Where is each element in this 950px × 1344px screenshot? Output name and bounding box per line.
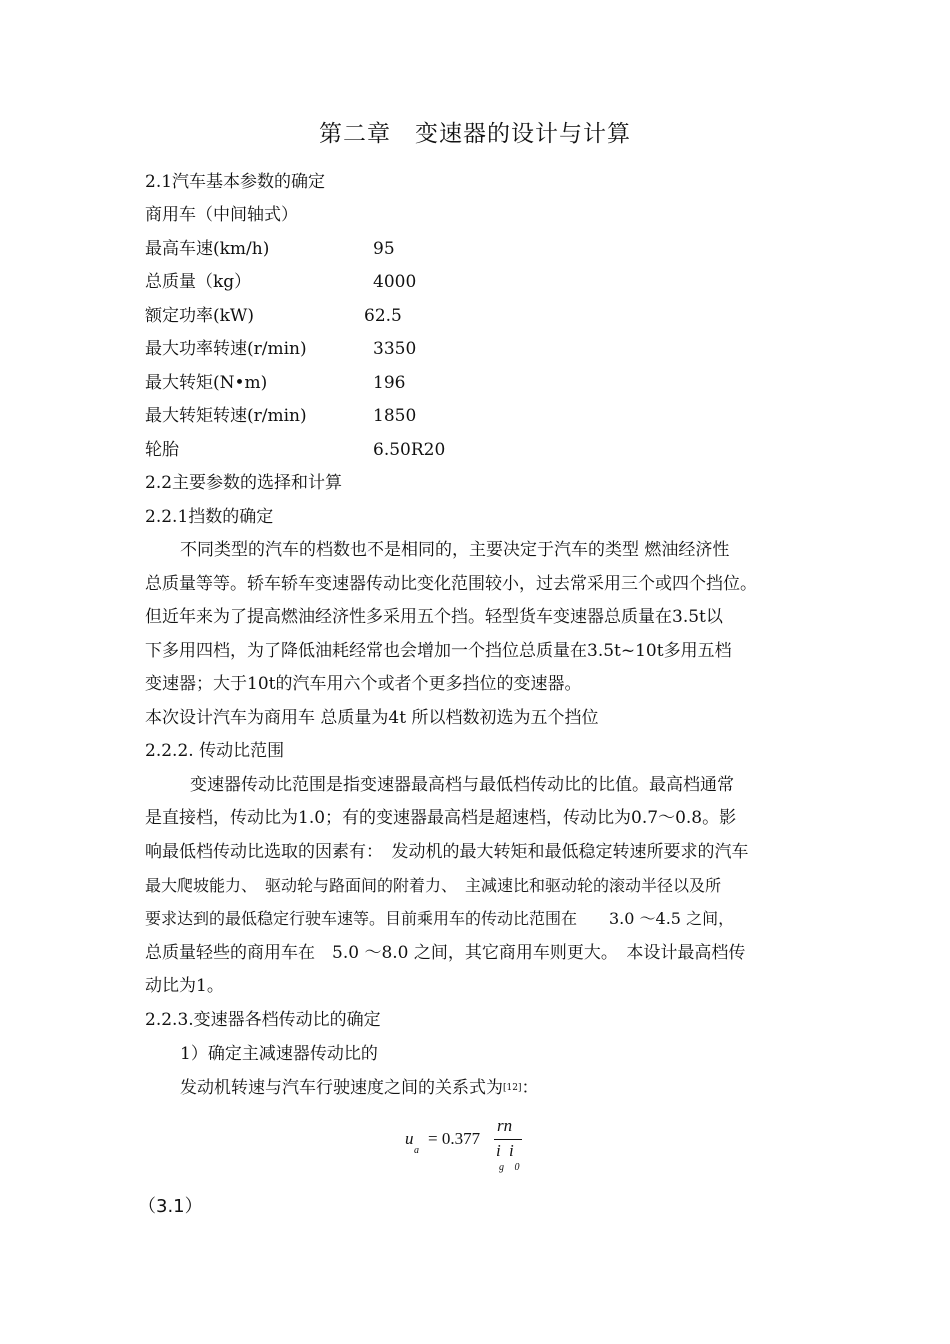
param-label: 总质量（kg） (145, 272, 252, 292)
chapter-title: 第二章 变速器的设计与计算 (319, 121, 631, 147)
paragraph-line: 总质量轻些的商用车在 5.0 ～8.0 之间，其它商用车则更大。 本设计最高档传 (145, 943, 746, 963)
formula-numerator: rn (497, 1116, 513, 1135)
paragraph-text: 发动机转速与汽车行驶速度之间的关系式为 (180, 1078, 503, 1098)
formula-equals: = 0.377 (428, 1129, 481, 1148)
formula-lhs: u (405, 1129, 414, 1148)
param-value: 95 (373, 239, 395, 259)
paragraph-line: 响最低档传动比选取的因素有： 发动机的最大转矩和最低稳定转速所要求的汽车 (145, 842, 749, 862)
param-label: 最大转矩转速(r/min) (145, 406, 307, 426)
section-heading-2-2-1: 2.2.1挡数的确定 (145, 507, 274, 527)
param-label: 最高车速(km/h) (145, 239, 270, 259)
paragraph-line: 要求达到的最低稳定行驶车速等。目前乘用车的传动比范围在 3.0 ～4.5 之间， (145, 909, 735, 928)
list-item: 1）确定主减速器传动比的 (180, 1044, 378, 1064)
param-value: 3350 (373, 339, 417, 359)
equation-number: （3.1） (138, 1196, 203, 1217)
formula-denominator: i i (496, 1141, 516, 1160)
param-label: 额定功率(kW) (145, 306, 255, 326)
paragraph-line: 是直接档，传动比为1.0；有的变速器最高档是超速档，传动比为0.7～0.8。影 (145, 808, 737, 828)
paragraph-line: 变速器传动比范围是指变速器最高档与最低档传动比的比值。最高档通常 (190, 775, 734, 795)
param-value: 196 (373, 373, 406, 393)
formula-lhs-subscript: a (414, 1145, 419, 1156)
paragraph-line: 动比为1。 (145, 976, 224, 996)
fraction-bar (494, 1139, 522, 1140)
formula (400, 1112, 540, 1182)
citation-ref: [12] (503, 1083, 522, 1093)
section-heading-2-2-2: 2.2.2. 传动比范围 (145, 741, 285, 761)
section-heading-2-1: 2.1汽车基本参数的确定 (145, 172, 326, 192)
paragraph-line: 变速器；大于10t的汽车用六个或者个更多挡位的变速器。 (145, 674, 582, 694)
section-heading-2-2: 2.2主要参数的选择和计算 (145, 473, 343, 493)
paragraph-line: 不同类型的汽车的档数也不是相同的，主要决定于汽车的类型 燃油经济性 (180, 540, 730, 560)
paragraph-line: 总质量等等。轿车轿车变速器传动比变化范围较小，过去常采用三个或四个挡位。 (145, 574, 757, 594)
param-label: 轮胎 (145, 440, 179, 460)
param-label: 最大功率转速(r/min) (145, 339, 307, 359)
paragraph-line: 但近年来为了提高燃油经济性多采用五个挡。轻型货车变速器总质量在3.5t以 (145, 607, 723, 627)
paragraph-line: 下多用四档，为了降低油耗经常也会增加一个挡位总质量在3.5t~10t多用五档 (145, 641, 732, 661)
param-label: 最大转矩(N•m) (145, 373, 268, 393)
paragraph-line (180, 1078, 538, 1098)
param-value: 62.5 (364, 306, 402, 326)
param-value: 6.50R20 (373, 440, 446, 460)
paragraph-line: 本次设计汽车为商用车 总质量为4t 所以档数初选为五个挡位 (145, 708, 599, 728)
paragraph-line: 最大爬坡能力、 驱动轮与路面间的附着力、 主减速比和驱动轮的滚动半径以及所 (145, 876, 722, 895)
formula-denominator-subscripts: g 0 (499, 1162, 524, 1173)
vehicle-type: 商用车（中间轴式） (145, 205, 298, 225)
paragraph-text-end: ： (521, 1078, 539, 1098)
section-heading-2-2-3: 2.2.3.变速器各档传动比的确定 (145, 1010, 381, 1030)
param-value: 1850 (373, 406, 417, 426)
param-value: 4000 (373, 272, 417, 292)
